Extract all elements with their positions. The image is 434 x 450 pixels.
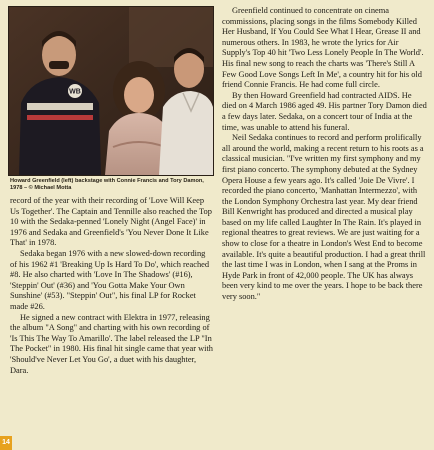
right-paragraph-2: By then Howard Greenfield had contracted AIDS. He died on 4 March 1986 aged 49. His partner Tory Damon died a few days later. Sedaka, on a concert tour of India at the time, was unable to attend his funeral. [222,90,427,132]
right-paragraph-3: Neil Sedaka continues to record and perform prolifically all around the world, making a recent return to his roots as a classical musician. "I've written my first symphony and my first piano concerto. The symphony debuted at the Sydney Opera House a few years ago. It's called 'Joie De Vivre'. I recorded the piano concerto, 'Manhattan Intermezzo', with the London Symphony Orchestra last year. My dear friend Bill Kenwright has produced and directed a musical play based on my life called Laughter In The Rain. It's played in regional theatres to great reviews. We are just waiting for a show to close for a theatre in London's West End to become available. It's quite a beautiful production. I had a great thrill the last time I was in London, when I sang at the Proms in Hyde Park in front of 42,000 people. The UK has always been very kind to me over the years. I hope to be back there very soon." [222,133,426,302]
right-text-column [222,6,428,303]
photo-illustration [9,7,213,175]
shirt-logo: WB [69,88,81,96]
right-paragraph-1: Greenfield continued to concentrate on cinema commissions, placing songs in the films Somebody Killed Her Husband, If You Could See What I Hear, Grease II and numerous others. In 1983, he wrote the lyrics for Air Supply's Top 40 hit 'Two Less Lonely People In The World'. His final new song to reach the charts was 'There's Still A Few Good Love Songs Left In Me', a country hit for his old friend Connie Francis. He had come full circle. [222,6,424,90]
backstage-photo [8,6,214,176]
left-paragraph-1: record of the year with their recording of 'Love Will Keep Us Together'. The Captain and Tennille also reached the Top 10 with the Sedaka-penned 'Lonely Night (Angel Face)' in 1976 and Sedaka and Greenfield's 'You Never Done It Like That' in 1978. [10,196,212,248]
page-number-tab: 14 [0,436,12,450]
left-paragraph-2: Sedaka began 1976 with a new slowed-down recording of his 1962 #1 'Breaking Up Is Hard To Do', which reached #8. He also charted with 'Love In The Shadows' (#16), 'Steppin' Out' (#36) and 'You Gotta Make Your Own Sunshine' (#53). "Steppin' Out", his final LP for Rocket made #26. [10,248,210,311]
left-text-column [10,196,214,376]
left-paragraph-3: He signed a new contract with Elektra in 1977, releasing the album "A Song" and charting with his own recording of 'Is This The Way To Amarillo'. The label released the LP "In The Pocket" in 1980. His final hit single came that year with 'Should've Never Let You Go', a duet with his daughter, Dara. [10,312,213,375]
photo-caption: Howard Greenfield (left) backstage with Connie Francis and Tory Damon, 1978 – © Michael Motta [10,178,204,191]
